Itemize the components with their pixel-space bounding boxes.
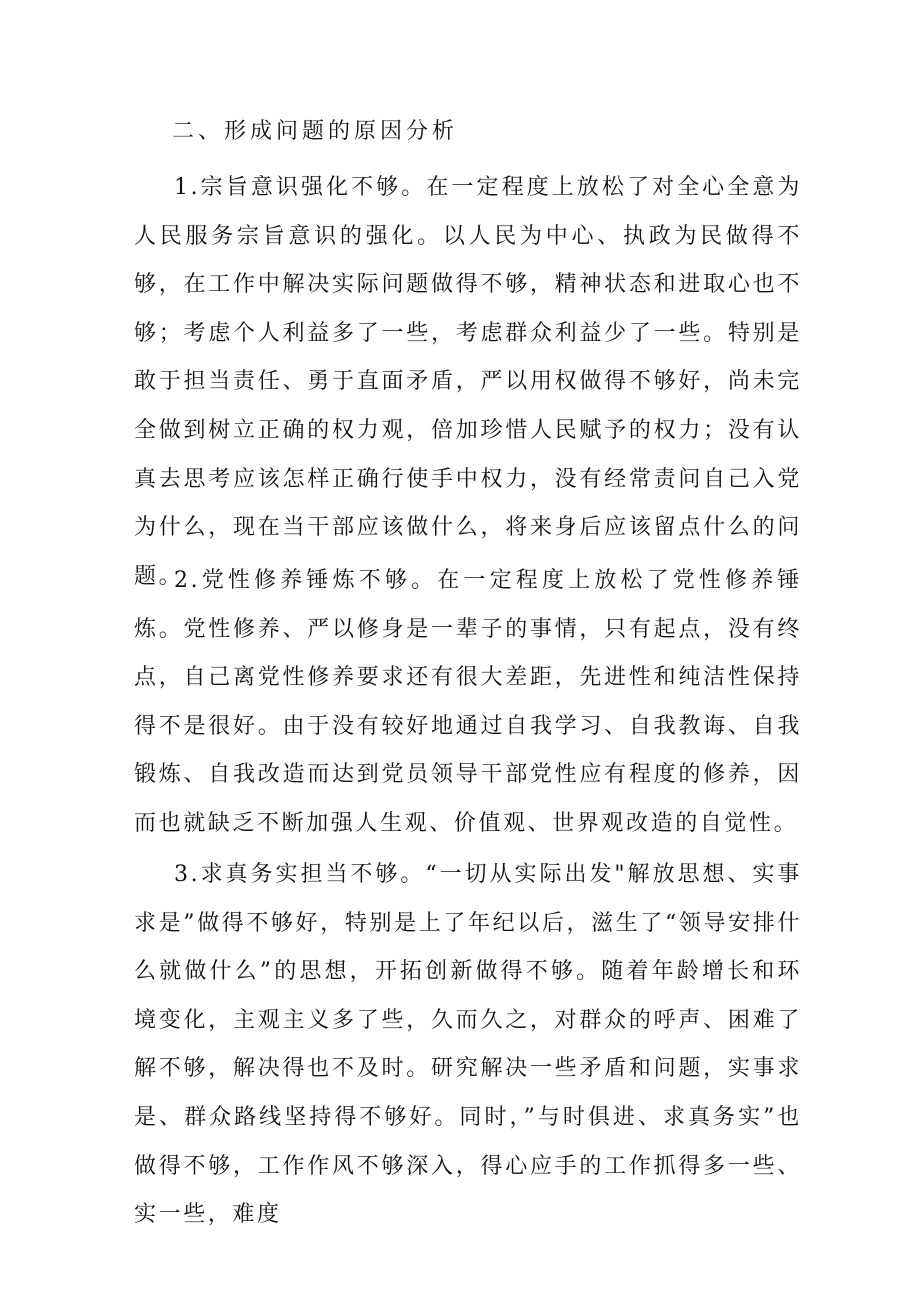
paragraph-3: 3.求真务实担当不够。“一切从实际出发"解放思想、实事求是”做得不够好，特别是上了年纪以后，滋生了“领导安排什么就做什么”的思想，开拓创新做得不够。随着年龄增长和环境变化，主观主义多了些，久而久之，对群众的呼声、困难了解不够，解决得也不及时。研究解决一些矛盾和问题，实事求是、群众路线坚持得不够好。同时，”与时俱进、求真务实”也做得不够，工作作风不够深入，得心应手的工作抓得多一些、实一些，难度 — [134, 862, 802, 1228]
paragraph-2: 2.党性修养锤炼不够。在一定程度上放松了党性修养锤炼。党性修养、严以修身是一辈子的事情，只有起点，没有终点，自己离党性修养要求还有很大差距，先进性和纯洁性保持得不是很好。由于没有较好地通过自我学习、自我教诲、自我锻炼、自我改造而达到党员领导干部党性应有程度的修养，因而也就缺乏不断加强人生观、价值观、世界观改造的自觉性。 — [134, 568, 802, 836]
paragraph-1: 1.宗旨意识强化不够。在一定程度上放松了对全心全意为人民服务宗旨意识的强化。以人民为中心、执政为民做得不够，在工作中解决实际问题做得不够，精神状态和进取心也不够；考虑个人利益多了一些，考虑群众利益少了一些。特别是敢于担当责任、勇于直面矛盾，严以用权做得不够好，尚未完全做到树立正确的权力观，倍加珍惜人民赋予的权力；没有认真去思考应该怎样正确行使手中权力，没有经常责问自己入党为什么，现在当干部应该做什么，将来身后应该留点什么的问题。 — [134, 175, 802, 589]
section-heading: 二、形成问题的原因分析 — [172, 119, 459, 144]
